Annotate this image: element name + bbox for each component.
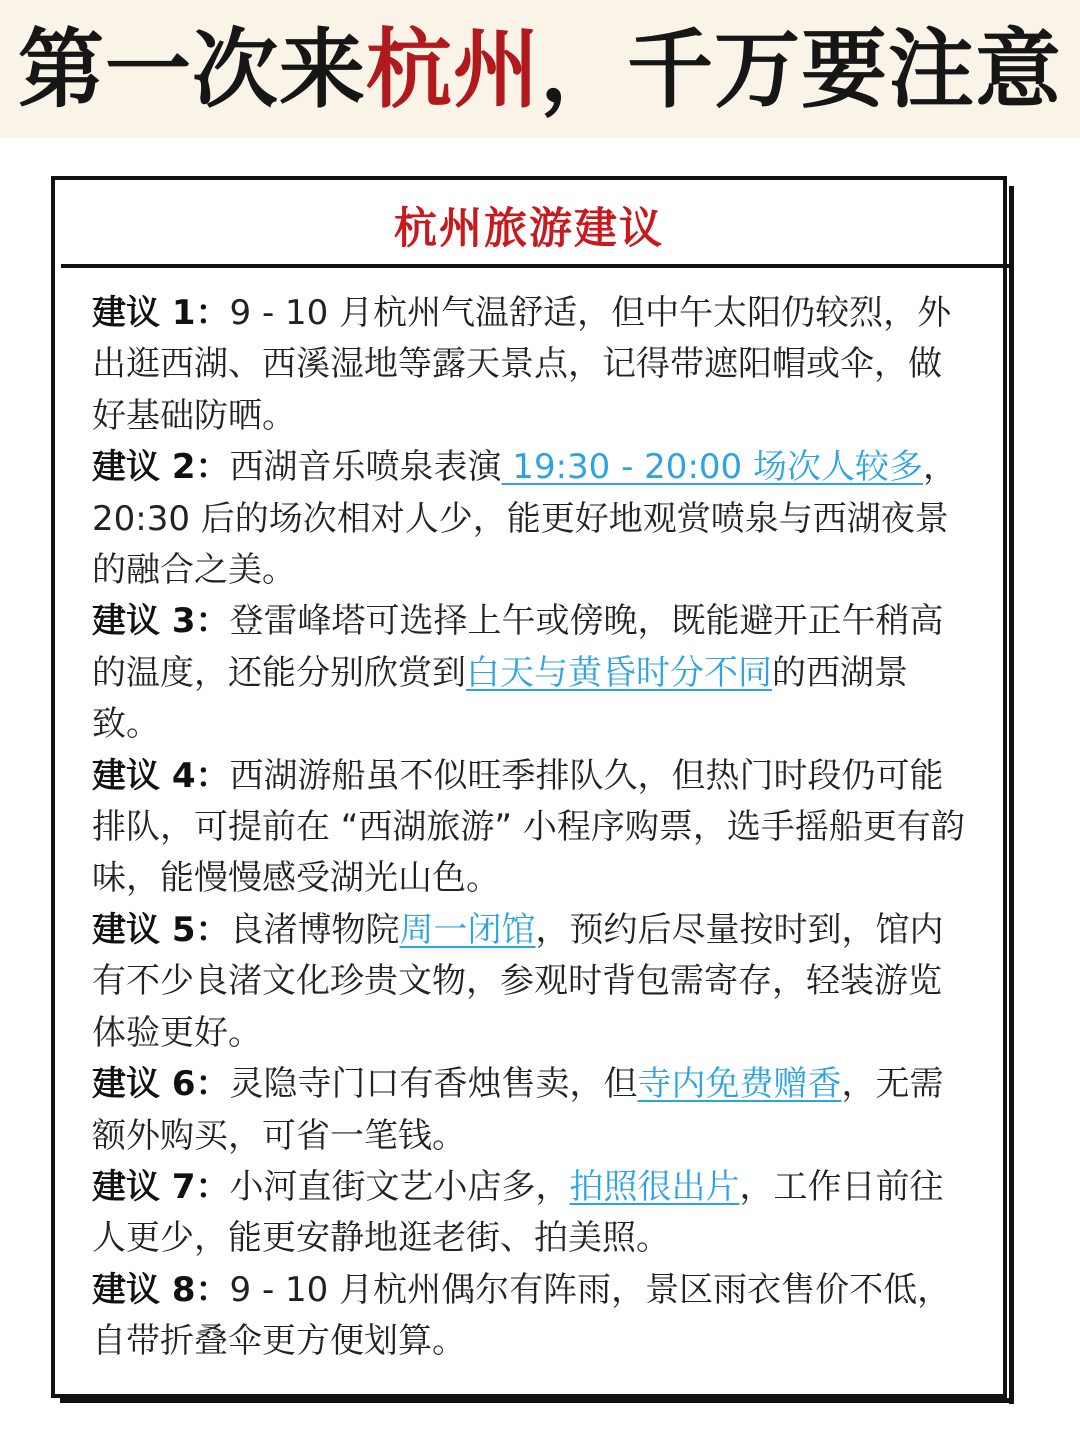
tip-text-after: 的西湖景致。	[92, 652, 908, 745]
tip-label: 建议 5：	[92, 909, 230, 950]
card-shadow-bottom	[60, 1398, 1014, 1403]
tip-3	[92, 596, 972, 750]
card-divider	[61, 264, 1009, 268]
tips-list	[92, 288, 972, 1368]
tip-2	[92, 442, 972, 596]
tip-text: 西湖音乐喷泉表演	[229, 447, 502, 488]
tip-4	[92, 751, 972, 905]
tip-label: 建议 3：	[92, 601, 230, 642]
tip-text: 良渚博物院	[229, 909, 400, 950]
tip-text: 西湖游船虽不似旺季排队久，但热门时段仍可能排队，可提前在 “西湖旅游” 小程序购票，选手摇船更有韵味，能慢慢感受湖光山色。	[92, 755, 965, 899]
tips-card	[51, 176, 1007, 1398]
title-part-2: ，千万要注意	[540, 19, 1062, 120]
tip-label: 建议 4：	[92, 755, 230, 796]
title-city: 杭州	[366, 19, 540, 120]
card-shadow-right	[1009, 186, 1014, 1404]
tip-6	[92, 1059, 972, 1162]
tip-highlight-link[interactable]: 拍照很出片	[569, 1166, 740, 1207]
tip-8	[92, 1265, 972, 1368]
tip-highlight-link[interactable]: 19:30 - 20:00 场次人较多	[501, 447, 923, 488]
tip-text: 9 - 10 月杭州气温舒适，但中午太阳仍较烈，外出逛西湖、西溪湿地等露天景点，记得带遮阳帽或伞，做好基础防晒。	[92, 293, 952, 436]
tip-text-after: ，预约后尽量按时到，馆内有不少良渚文化珍贵文物，参观时背包需寄存，轻装游览体验更好。	[92, 909, 944, 1053]
tip-text-after: ，20:30 后的场次相对人少，能更好地观赏喷泉与西湖夜景的融合之美。	[92, 447, 957, 591]
tip-5	[92, 905, 972, 1059]
tip-label: 建议 1：	[92, 293, 230, 333]
tip-text: 9 - 10 月杭州偶尔有阵雨，景区雨衣售价不低，自带折叠伞更方便划算。	[92, 1269, 952, 1362]
page-title	[0, 14, 1080, 126]
tip-label: 建议 2：	[92, 447, 230, 488]
tip-label: 建议 6：	[92, 1064, 230, 1105]
tip-text-after: ，无需额外购买，可省一笔钱。	[92, 1064, 944, 1156]
tip-text: 登雷峰塔可选择上午或傍晚，既能避开正午稍高的温度，还能分别欣赏到	[92, 601, 944, 693]
tip-text: 灵隐寺门口有香烛售卖，但	[229, 1064, 638, 1105]
tip-highlight-link[interactable]: 白天与黄昏时分不同	[466, 652, 772, 693]
tip-highlight-link[interactable]: 寺内免费赠香	[637, 1064, 842, 1105]
title-part-1: 第一次来	[18, 19, 366, 120]
card-title: 杭州旅游建议	[394, 204, 664, 254]
tip-label: 建议 8：	[92, 1269, 230, 1310]
tip-text-after: ，工作日前往人更少，能更安静地逛老街、拍美照。	[92, 1166, 944, 1259]
tip-7	[92, 1162, 972, 1265]
tip-text: 小河直街文艺小店多，	[229, 1166, 570, 1207]
tip-1	[92, 288, 972, 442]
tip-highlight-link[interactable]: 周一闭馆	[399, 909, 536, 950]
tip-label: 建议 7：	[92, 1166, 230, 1207]
